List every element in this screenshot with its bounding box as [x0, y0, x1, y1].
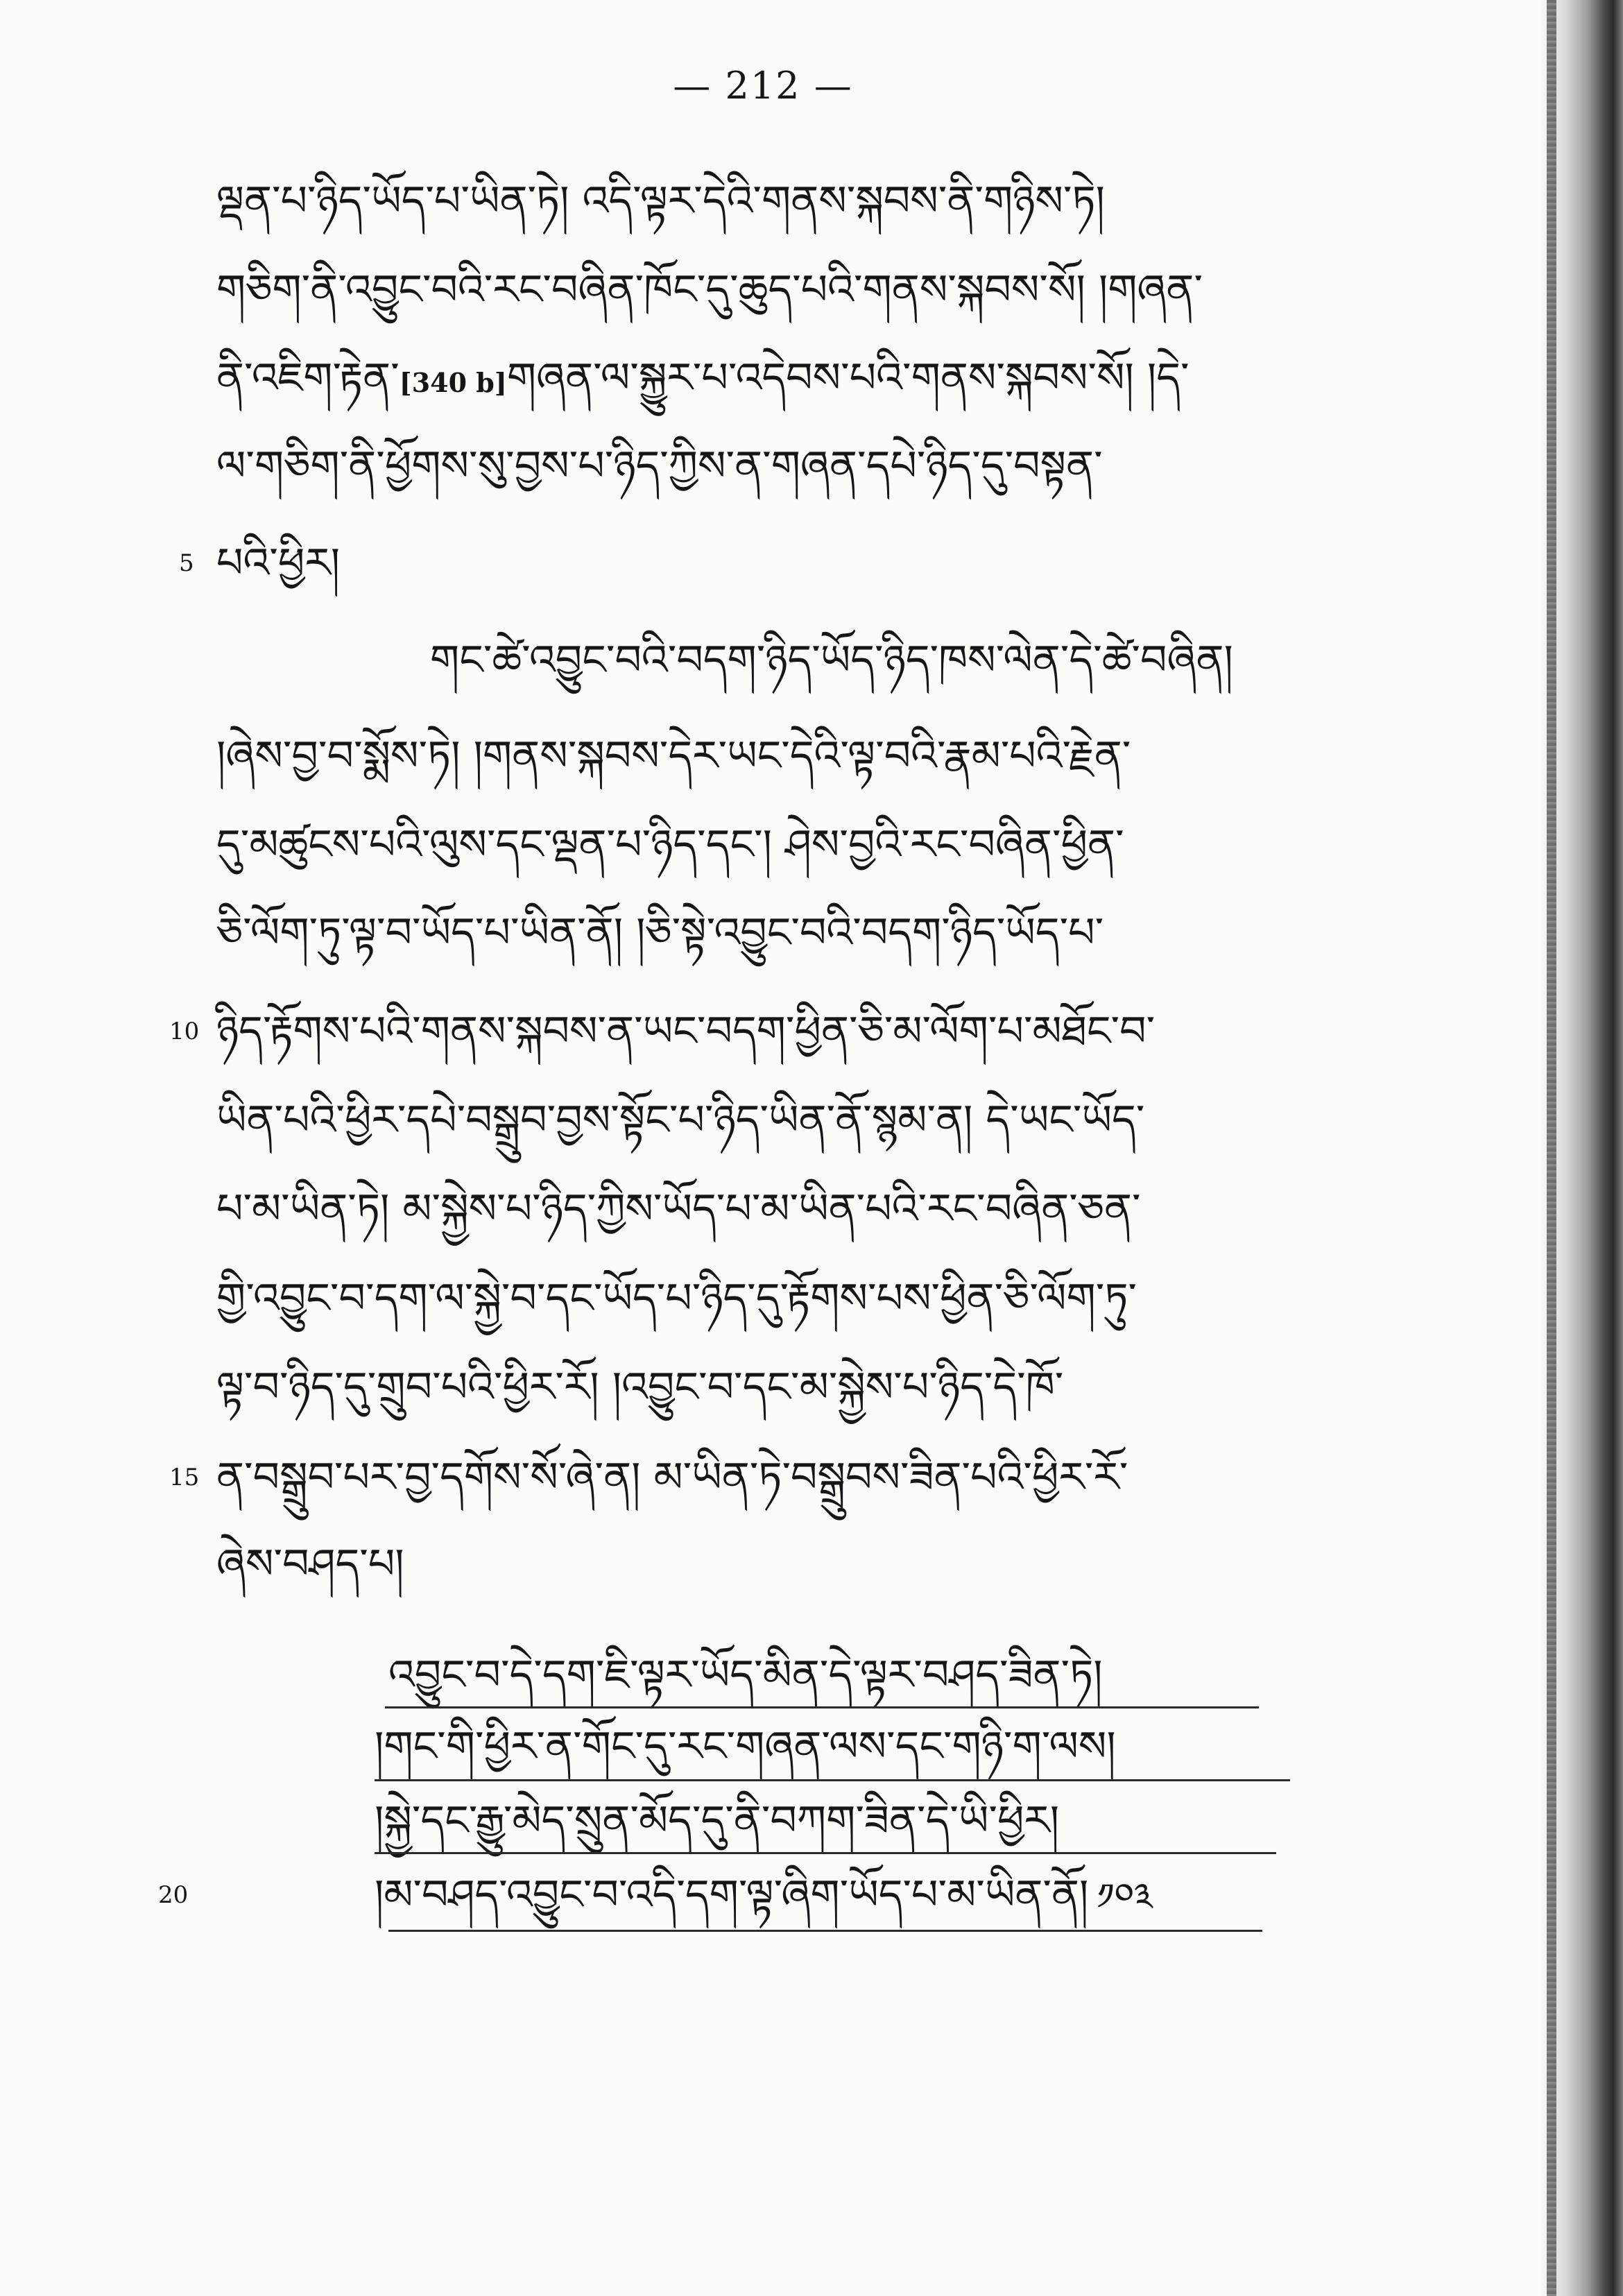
- text-line: ལ་གཅིག་ནི་ཕྱོགས་སུ་བྱས་པ་ཉིད་ཀྱིས་ན་གཞན་དཔེ་ཉིད་དུ་བསྟན་: [216, 442, 1103, 490]
- verse-underline: [375, 1852, 1276, 1854]
- verse-line: །གང་གི་ཕྱིར་ན་གོང་དུ་རང་གཞན་ལས་དང་གཉི་ག་ལས།: [375, 1722, 1116, 1771]
- text-line: གཅིག་ནི་འབྱུང་བའི་རང་བཞིན་ཁོང་དུ་ཆུད་པའི་གནས་སྐབས་སོ། །གཞན་: [216, 266, 1203, 314]
- verse-underline: [375, 1779, 1290, 1781]
- book-spine-edge: [1547, 0, 1556, 2296]
- verse-text: །མ་བཤད་འབྱུང་བ་འདི་དག་ལྟ་ཞིག་ཡོད་པ་མ་ཡིན་ནོ།: [375, 1871, 1089, 1919]
- text-line: །ཞེས་བྱ་བ་སྨོས་ཏེ། །གནས་སྐབས་དེར་ཡང་དེའི་ལྟ་བའི་རྣམ་པའི་རྗེན་: [216, 732, 1131, 780]
- line-number: 20: [158, 1881, 189, 1909]
- text-line: གྱི་འབྱུང་བ་དག་ལ་སྐྱེ་བ་དང་ཡོད་པ་ཉིད་དུ་རྟོགས་པས་ཕྱིན་ཅི་ལོག་ཏུ་: [216, 1274, 1137, 1323]
- text-line: པའི་ཕྱིར།: [216, 539, 341, 588]
- text-line: ལྟ་བ་ཉིད་དུ་གྲུབ་པའི་ཕྱིར་རོ། །འབྱུང་བ་དང་མ་སྐྱེས་པ་ཉིད་དེ་ཁོ་: [216, 1363, 1064, 1412]
- text-line: ལྡན་པ་ཉིད་ཡོད་པ་ཡིན་ཏེ། འདི་ལྟར་དེའི་གནས་སྐབས་ནི་གཉིས་ཏེ།: [216, 177, 1105, 225]
- verse-line: [375, 1867, 1153, 1925]
- page-number: — 212 —: [673, 64, 853, 108]
- folio-reference: [340 b]: [399, 367, 507, 398]
- text-line: ཅི་ལོག་ཏུ་ལྟ་བ་ཡོད་པ་ཡིན་ནོ། །ཅི་སྟེ་འབྱུང་བའི་བདག་ཉིད་ཡོད་པ་: [216, 909, 1104, 957]
- text-line: ན་བསྒྲུབ་པར་བྱ་དགོས་སོ་ཞེ་ན། མ་ཡིན་ཏེ་བསྒྲུབས་ཟིན་པའི་ཕྱིར་རོ་: [216, 1453, 1128, 1502]
- text-line: དུ་མཚུངས་པའི་ལུས་དང་ལྡན་པ་ཉིད་དང་། ཤེས་བྱའི་རང་བཞིན་ཕྱིན་: [216, 821, 1124, 869]
- text-line: ཞེས་བཤད་པ།: [216, 1540, 404, 1588]
- line-number: 15: [169, 1464, 200, 1491]
- verse-line: །སྐྱེ་དང་རྒྱུ་མེད་སྲུན་མོད་དུ་ནི་བཀག་ཟིན་དེ་ཡི་ཕྱིར།: [375, 1797, 1060, 1845]
- line-number: 5: [179, 549, 194, 577]
- text-segment: གཞན་ལ་སྐྱུར་པ་འདེབས་པའི་གནས་སྐབས་སོ། །དེ་: [506, 354, 1190, 402]
- verse-underline: [388, 1930, 1262, 1932]
- text-line: ཡིན་པའི་ཕྱིར་དཔེ་བསྒྲུབ་བྱས་སྟོང་པ་ཉིད་ཡིན་ནོ་སྙམ་ན། དེ་ཡང་ཡོད་: [216, 1096, 1145, 1145]
- verse-line: འབྱུང་བ་དེ་དག་ཇི་ལྟར་ཡོད་མིན་དེ་ལྟར་བཤད་ཟིན་ཏེ།: [388, 1651, 1103, 1699]
- text-line: པ་མ་ཡིན་ཏེ། མ་སྐྱེས་པ་ཉིད་ཀྱིས་ཡོད་པ་མ་ཡིན་པའི་རང་བཞིན་ཅན་: [216, 1185, 1141, 1233]
- verse-number: ༡༠༣: [1097, 1876, 1153, 1918]
- verse-line: གང་ཚེ་འབྱུང་བའི་བདག་ཉིད་ཡོད་ཉིད་ཁས་ལེན་དེ་ཚེ་བཞིན།: [430, 636, 1233, 685]
- verse-underline: [385, 1706, 1259, 1708]
- line-number: 10: [169, 1018, 200, 1045]
- text-line: ཉིད་རྟོགས་པའི་གནས་སྐབས་ན་ཡང་བདག་ཕྱིན་ཅི་མ་ལོག་པ་མཐོང་བ་: [216, 1007, 1156, 1056]
- text-segment: ནི་འཇིག་རྟེན་: [216, 354, 400, 402]
- text-line: [216, 350, 1190, 411]
